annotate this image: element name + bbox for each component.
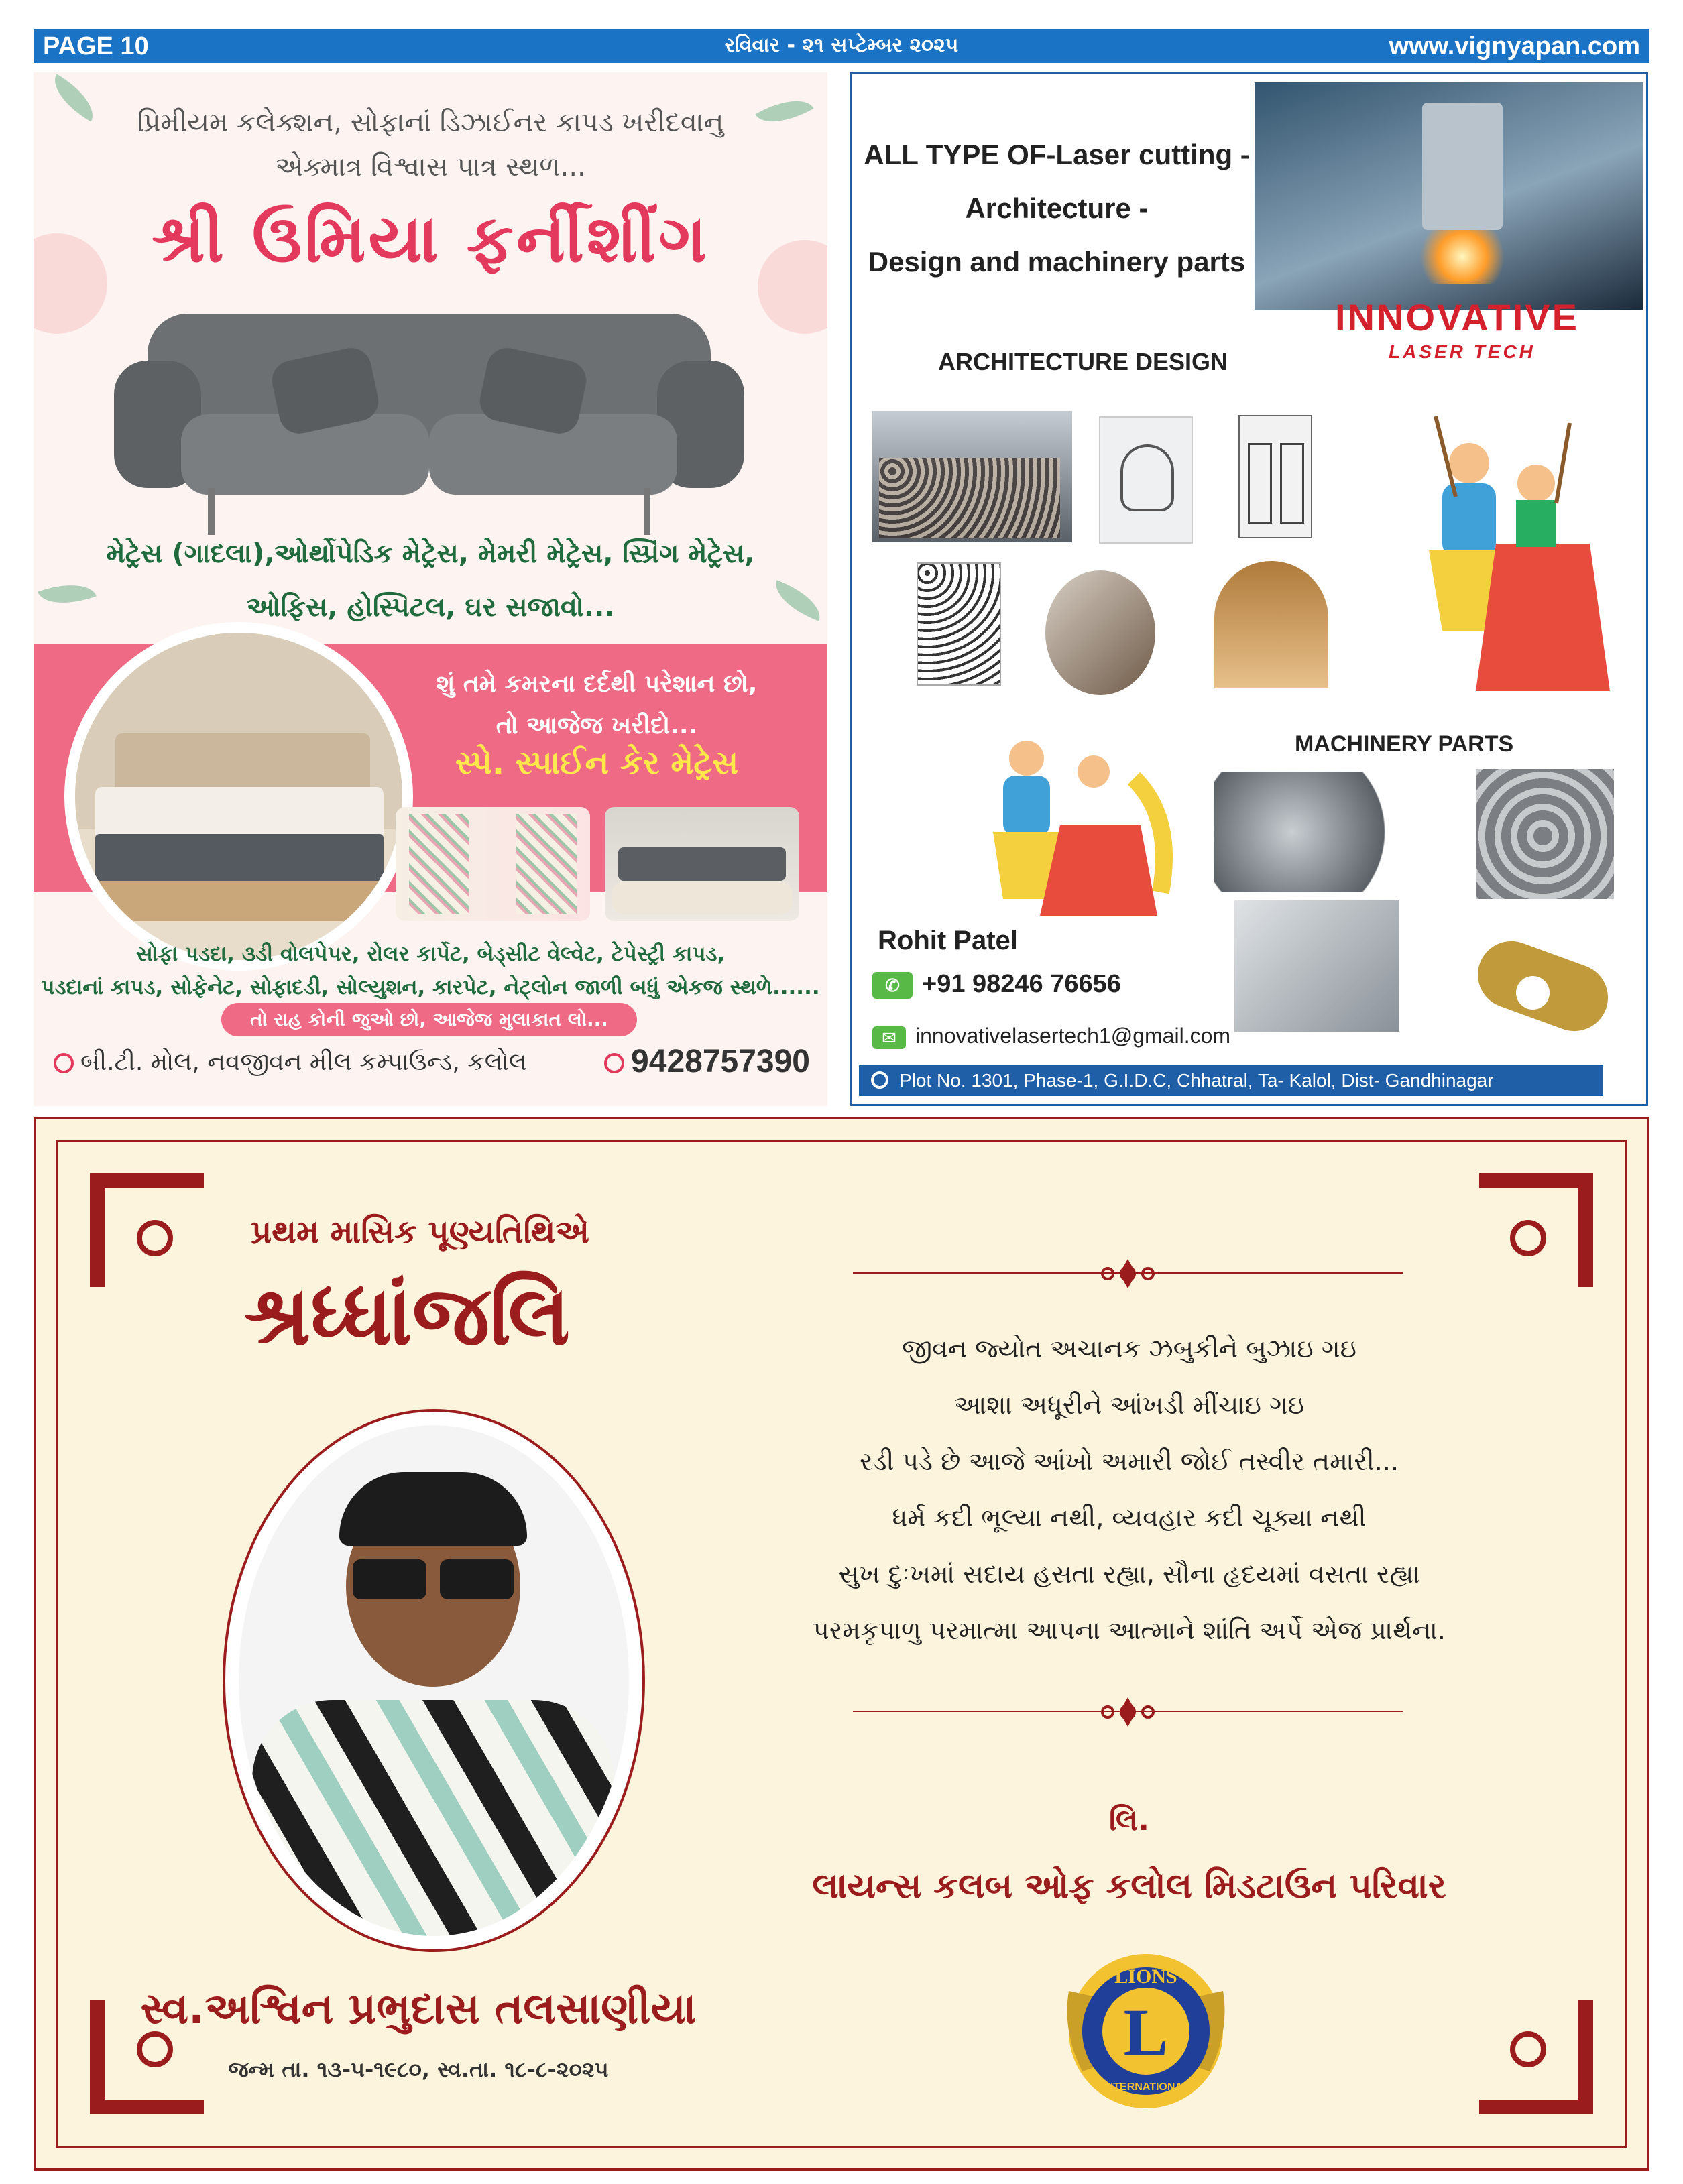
website-link[interactable]: www.vignyapan.com: [1389, 32, 1640, 60]
poem-line: પરમકૃપાળુ પરમાત્મા આપના આત્માને શાંતિ અર્પે એજ પ્રાર્થના.: [813, 1616, 1446, 1645]
promo-question: [382, 664, 811, 747]
mattress-photo-frame: [64, 622, 413, 971]
deceased-name: સ્વ.અશ્વિન પ્રભુદાસ તલસાણીયા: [140, 1984, 697, 2034]
address-text: Plot No. 1301, Phase-1, G.I.D.C, Chhatral, Ta- Kalol, Dist- Gandhinagar: [899, 1070, 1494, 1091]
email-address[interactable]: innovativelasertech1@gmail.com: [915, 1024, 1231, 1048]
other-line-1: સોફા પડદા, ૩ડી વોલપેપર, રોલર કાર્પેટ, બેડ્સીટ વેલ્વેટ, ટેપેસ્ટ્રી કાપડ,: [135, 942, 726, 966]
phone-number[interactable]: +91 98246 76656: [922, 970, 1121, 998]
mail-icon: ✉: [872, 1026, 906, 1049]
other-line-2: પડદાનાં કાપડ, સોફેનેટ, સોફાદડી, સોલ્યુશન, કારપેટ, નેટ્લોન જાળી બધું એકજ સ્થળે......: [41, 975, 820, 999]
poem-line: ધર્મ કદી ભૂલ્યા નથી, વ્યવહાર કદી ચૂક્યા નથી: [892, 1503, 1367, 1532]
visit-pill: તો રાહ કોની જુઓ છો, આજેજ મુલાકાત લો...: [221, 1003, 637, 1036]
garba-dancers-illustration: [966, 718, 1187, 919]
headline-line-1: ALL TYPE OF-Laser cutting -: [864, 139, 1250, 170]
arch-door-photo: [1214, 561, 1328, 688]
birth-death-dates: જન્મ તા. ૧૩-૫-૧૯૮૦, સ્વ.તા. ૧૮-૮-૨૦૨૫: [228, 2057, 609, 2082]
question-line-1: શું તમે કમરના દર્દથી પરેશાન છો,: [436, 670, 758, 698]
sheet-metal-photo: [1234, 900, 1399, 1032]
issue-date: રવિવાર - ૨૧ સપ્ટેમ્બર ૨૦૨૫: [724, 34, 959, 57]
architecture-heading: ARCHITECTURE DESIGN: [938, 348, 1228, 375]
tagline-line-1: પ્રિમીયમ કલેક્શન, સોફાનાં ડિઝાઈનર કાપડ ખરીદવાનુ: [137, 107, 724, 138]
shop-name: શ્રી ઉમિયા ફર્નીશીંગ: [152, 201, 709, 278]
phone-icon: [604, 1053, 624, 1073]
jali-panel-photo: [917, 562, 1001, 686]
brass-plates-photo: [1462, 926, 1630, 1046]
portrait-photo: [239, 1425, 629, 1936]
brand-logo-sub: LASER TECH: [1389, 341, 1535, 362]
poem-line: જીવન જ્યોત અચાનક ઝબુકીને બુઝાઇ ગઇ: [901, 1334, 1356, 1363]
innovative-laser-ad: [850, 72, 1648, 1106]
tribute-title: શ્રધ્ધાંજલિ: [244, 1268, 571, 1363]
products-line-1: મેટ્રેસ (ગાદલા),ઓર્થોપેડિક મેટ્રેસ, મેમરી મેટ્રેસ, સ્પ્રિંગ મેટ્રેસ,: [106, 538, 755, 569]
tribute-subtitle: પ્રથમ માસિક પૂણ્યતિથિએ: [251, 1213, 589, 1251]
page-number: PAGE 10: [43, 32, 149, 60]
machined-blocks-photo: [1214, 772, 1409, 892]
laser-nozzle: [1422, 103, 1503, 230]
divider-panel-photo: [1238, 415, 1312, 538]
phone-icon: ✆: [872, 972, 913, 999]
phone-number[interactable]: 9428757390: [631, 1044, 810, 1079]
floral-ornament-icon: [1088, 1692, 1168, 1732]
poem-line: સુખ દુઃખમાં સદાય હસતા રહ્યા, સૌના હૃદયમાં વસતા રહ્યા: [838, 1559, 1420, 1589]
garba-dancers-illustration: [1395, 410, 1617, 705]
laser-cutter-photo: [1255, 82, 1643, 310]
question-line-2: તો આજેજ ખરીદો...: [496, 712, 698, 739]
floral-ornament-icon: [1088, 1254, 1168, 1294]
laser-headline: [852, 128, 1261, 289]
products-line-2: ઓફિસ, હોસ્પિટલ, ઘર સજાવો...: [246, 592, 615, 623]
contact-phone: [872, 970, 1121, 999]
portrait-frame: [223, 1409, 645, 1952]
other-products: [34, 937, 827, 1004]
address-text: બી.ટી. મોલ, નવજીવન મીલ કમ્પાઉન્ડ, કલોલ: [80, 1048, 528, 1076]
ganesha-panel-photo: [1099, 416, 1193, 544]
headline-line-3: Design and machinery parts: [868, 246, 1246, 278]
corner-ring: [1510, 2031, 1546, 2067]
from-label: લિ.: [1109, 1803, 1149, 1837]
lions-logo-top-text: LIONS: [1114, 1965, 1177, 1988]
location-pin-icon: [871, 1071, 888, 1089]
corner-ring: [1510, 1220, 1546, 1256]
lions-logo-bottom-text: INTERNATIONAL: [1102, 2081, 1189, 2093]
curtain-photo: [396, 807, 590, 921]
mattress-photo: [75, 633, 402, 960]
shop-address: [54, 1048, 527, 1077]
lions-logo-letter: L: [1123, 1995, 1169, 2069]
location-pin-icon: [54, 1053, 74, 1073]
railing-photo: [872, 411, 1072, 542]
brand-logo-main: INNOVATIVE: [1335, 296, 1579, 339]
poem-line: આશા અધૂરીને આંખડી મીંચાઇ ગઇ: [953, 1390, 1305, 1420]
tagline-line-2: એક્માત્ર વિશ્વાસ પાત્ર સ્થળ...: [275, 151, 586, 182]
carpet-photo: [605, 807, 799, 921]
tribute-poem: [747, 1321, 1511, 1658]
tribute-notice: [34, 1117, 1649, 2171]
promo-highlight: સ્પે. સ્પાઈન કેર મેટ્રેસ: [455, 744, 739, 782]
laser-spark: [1409, 230, 1516, 284]
headline-line-2: Architecture -: [965, 192, 1149, 224]
lions-club-logo: [1062, 1944, 1230, 2118]
machinery-heading: MACHINERY PARTS: [1295, 731, 1514, 757]
contact-name: Rohit Patel: [878, 926, 1018, 955]
gear-parts-photo: [1476, 769, 1614, 899]
page-header-bar: [34, 29, 1649, 63]
address-bar: [859, 1065, 1603, 1096]
corner-ring: [137, 1220, 173, 1256]
staircase-photo: [1045, 570, 1155, 695]
shop-phone: [604, 1043, 810, 1080]
ad-tagline: [34, 101, 827, 189]
sofa-image: [107, 274, 751, 542]
club-name: લાયન્સ કલબ ઓફ કલોલ મિડટાઉન પરિવાર: [812, 1866, 1446, 1906]
contact-email: [872, 1024, 1230, 1049]
products-list: [34, 527, 827, 634]
poem-line: રડી પડે છે આજે આંખો અમારી જોઈ તસ્વીર તમારી...: [859, 1447, 1399, 1476]
umiya-furnishing-ad: [34, 72, 827, 1106]
